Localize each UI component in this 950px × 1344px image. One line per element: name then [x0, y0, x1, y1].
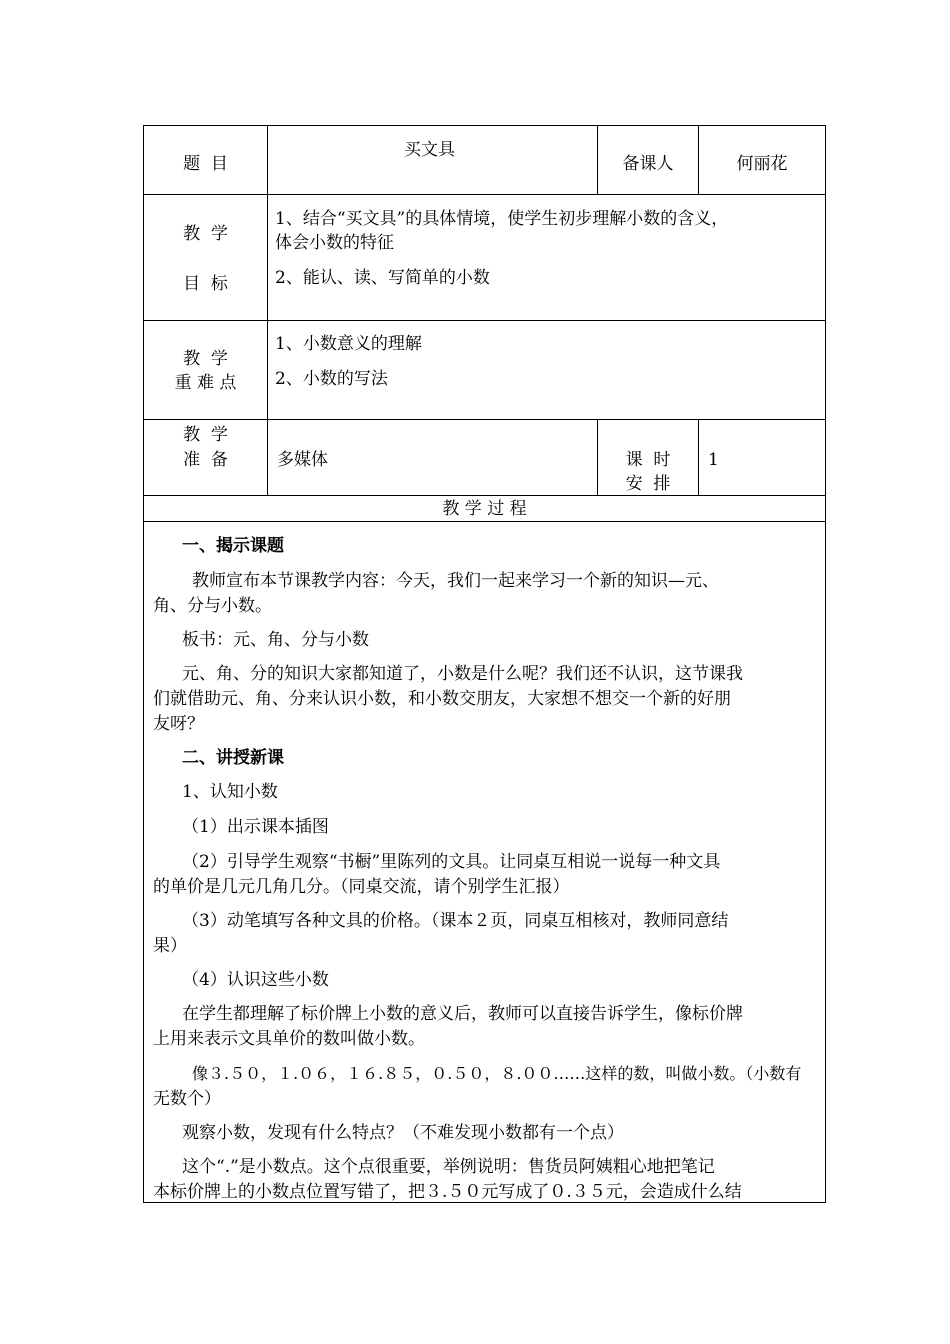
paragraph-3: 元、角、分的知识大家都知道了，小数是什么呢？我们还不认识，这节课我	[182, 664, 743, 684]
row-divider	[143, 320, 826, 321]
paragraph-1-cont: 角、分与小数。	[153, 596, 272, 616]
hours-label-2: 安 排	[625, 474, 671, 494]
label-column-divider	[267, 125, 268, 496]
keypoints-label-1: 教 学	[183, 349, 228, 369]
preparation-label-2: 准 备	[183, 450, 228, 470]
preparer-label: 备课人	[622, 154, 674, 174]
step-2: （2）引导学生观察“书橱”里陈列的文具。让同桌互相说一说每一种文具	[182, 852, 721, 872]
title-value: 买文具	[404, 140, 455, 160]
keypoint-item-2: 2、小数的写法	[275, 369, 388, 389]
step-1: （1）出示课本插图	[182, 817, 329, 837]
subsection-1: 1、认知小数	[182, 782, 278, 802]
paragraph-3-cont: 友呀？	[153, 714, 204, 734]
paragraph-5-cont: 无数个）	[153, 1089, 221, 1109]
paragraph-2: 板书：元、角、分与小数	[182, 630, 369, 650]
paragraph-7: 这个“.”是小数点。这个点很重要，举例说明：售货员阿姨粗心地把笔记	[182, 1157, 715, 1177]
objectives-label-2: 目 标	[183, 274, 228, 294]
step-3-cont: 果）	[153, 936, 187, 956]
preparation-value: 多媒体	[277, 450, 328, 470]
title-label: 题 目	[183, 154, 228, 174]
keypoints-label-2: 重 难 点	[174, 373, 237, 393]
hours-value: 1	[708, 450, 719, 470]
row-divider	[143, 194, 826, 195]
row-divider	[143, 521, 826, 522]
step-3: （3）动笔填写各种文具的价格。（课本２页，同桌互相核对，教师同意结	[182, 911, 729, 931]
paragraph-3-cont: 们就借助元、角、分来认识小数，和小数交朋友，大家想不想交一个新的好朋	[153, 689, 731, 709]
paragraph-7-cont: 本标价牌上的小数点位置写错了，把３.５０元写成了０.３５元，会造成什么结	[153, 1182, 742, 1202]
preparer-value: 何丽花	[736, 154, 788, 174]
paragraph-1: 教师宣布本节课教学内容：今天，我们一起来学习一个新的知识—元、	[192, 571, 719, 591]
section-1-title: 一、揭示课题	[182, 536, 284, 556]
objective-item-1: 1、结合“买文具”的具体情境，使学生初步理解小数的含义，	[275, 209, 729, 229]
paragraph-4: 在学生都理解了标价牌上小数的意义后，教师可以直接告诉学生，像标价牌	[182, 1004, 743, 1024]
paragraph-5: 像３.５０，１.０６，１６.８５，０.５０，８.００……这样的数，叫做小数。（小数有	[192, 1064, 802, 1083]
hours-label-1: 课 时	[625, 450, 671, 470]
row-divider	[143, 419, 826, 420]
section-2-title: 二、讲授新课	[182, 748, 284, 768]
paragraph-4-cont: 上用来表示文具单价的数叫做小数。	[153, 1029, 425, 1049]
keypoint-item-1: 1、小数意义的理解	[275, 334, 422, 354]
table-border-right	[825, 125, 826, 1203]
step-2-cont: 的单价是几元几角几分。（同桌交流，请个别学生汇报）	[153, 877, 570, 897]
table-border-top	[143, 125, 826, 126]
paragraph-6: 观察小数，发现有什么特点？（不难发现小数都有一个点）	[182, 1123, 624, 1143]
objectives-label-1: 教 学	[183, 224, 228, 244]
row-divider	[143, 495, 826, 496]
column-divider	[698, 419, 699, 496]
process-heading: 教 学 过 程	[442, 499, 527, 519]
objective-item-2: 2、能认、读、写简单的小数	[275, 268, 490, 288]
step-4: （4）认识这些小数	[182, 970, 329, 990]
objective-item-1-cont: 体会小数的特征	[275, 233, 394, 253]
preparation-label-1: 教 学	[183, 425, 228, 445]
